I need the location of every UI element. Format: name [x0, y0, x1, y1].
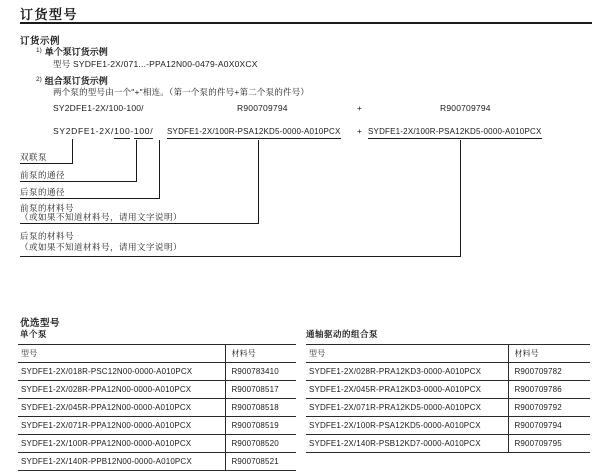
model-cell: SYDFE1-2X/071R-PRA12KD5-0000-A010PCX [306, 399, 508, 417]
callout-riser-rear-material [460, 140, 461, 257]
combo-code-front-pump: SYDFE1-2X/100R-PSA12KD5-0000-A010PCX [167, 127, 341, 139]
model-cell: SYDFE1-2X/045R-PPA12N00-0000-A010PCX [18, 399, 225, 417]
callout-note-front-material: （或如果不知道材料号，请用文字说明） [20, 212, 183, 222]
ordering-examples-heading: 订货示例 [20, 36, 61, 47]
model-cell: SYDFE1-2X/140R-PSB12KD7-0000-A010PCX [306, 435, 508, 453]
example-2-label: 组合泵订货示例 [44, 76, 108, 86]
table-row [306, 381, 590, 399]
combo-code-rear-pump: SYDFE1-2X/100R-PSA12KD5-0000-A010PCX [368, 127, 542, 139]
callout-riser-front-bore [136, 140, 137, 182]
combo-pump-table [306, 344, 590, 453]
preferred-models-heading: 优选型号 [20, 318, 61, 329]
material-cell: R900709795 [508, 435, 590, 453]
callout-line-front-material [20, 223, 259, 224]
table-header-row [18, 345, 296, 363]
material-cell: R900709794 [508, 417, 590, 435]
title-rule [20, 22, 592, 24]
material-cell: R900708517 [225, 381, 296, 399]
combo-plus-sign-1: + [357, 103, 363, 113]
model-cell: SYDFE1-2X/028R-PRA12KD3-0000-A010PCX [306, 363, 508, 381]
table-row [18, 399, 296, 417]
column-header-material: 材料号 [508, 345, 590, 363]
table-row [306, 417, 590, 435]
example-2-header [36, 76, 108, 86]
example-1-label: 单个泵订货示例 [44, 47, 108, 57]
combo-code-front-bore: 100 [114, 126, 130, 139]
material-cell: R900783410 [225, 363, 296, 381]
table-row [306, 399, 590, 417]
callout-line-front-bore [20, 181, 137, 182]
combo-model-short: SY2DFE1-2X/100-100/ [53, 103, 144, 113]
callout-riser-rear-bore [159, 140, 160, 199]
combo-material-1: R900709794 [237, 103, 288, 113]
combo-plus-sign-2: + [357, 126, 363, 136]
column-header-material: 材料号 [225, 345, 296, 363]
combo-code-rear-bore: 100/ [134, 126, 153, 139]
callout-line-rear-material [20, 256, 461, 257]
table-row [306, 435, 590, 453]
table-row [18, 453, 296, 471]
column-header-model: 型号 [306, 345, 508, 363]
model-cell: SYDFE1-2X/100R-PPA12N00-0000-A010PCX [18, 435, 225, 453]
page-title: 订货型号 [20, 7, 79, 22]
model-cell: SYDFE1-2X/018R-PSC12N00-0000-A010PCX [18, 363, 225, 381]
material-cell: R900709792 [508, 399, 590, 417]
callout-note-rear-material: （或如果不知道材料号，请用文字说明） [20, 242, 183, 252]
callout-riser-front-material [258, 140, 259, 224]
model-cell: SYDFE1-2X/045R-PRA12KD3-0000-A010PCX [306, 381, 508, 399]
callout-line-rear-bore [20, 198, 160, 199]
combo-pump-subheading: 通轴驱动的组合泵 [306, 329, 379, 339]
model-cell: SYDFE1-2X/071R-PPA12N00-0000-A010PCX [18, 417, 225, 435]
example-2-marker: 2) [36, 76, 42, 83]
callout-label-rear-bore: 后泵的通径 [20, 187, 66, 197]
callout-label-rear-material: 后泵的材料号 [20, 231, 75, 241]
material-cell: R900709786 [508, 381, 590, 399]
combo-code-dash: - [130, 126, 134, 136]
single-pump-table [18, 344, 296, 471]
example-1-header [36, 47, 108, 57]
table-row [18, 363, 296, 381]
callout-riser-double-pump [72, 139, 73, 164]
combo-code-prefix: SY2DFE1-2X/ [53, 126, 115, 136]
callout-label-double-pump: 双联泵 [20, 152, 48, 162]
example-1-marker: 1) [36, 47, 42, 54]
example-2-description: 两个泵的型号由一个"+"相连。（第一个泵的件号+第二个泵的件号） [53, 87, 310, 97]
column-header-model: 型号 [18, 345, 225, 363]
model-cell: SYDFE1-2X/100R-PSA12KD5-0000-A010PCX [306, 417, 508, 435]
material-cell: R900709782 [508, 363, 590, 381]
material-cell: R900708518 [225, 399, 296, 417]
table-header-row [306, 345, 590, 363]
combo-material-2: R900709794 [440, 103, 491, 113]
example-1-code: 型号 SYDFE1-2X/071...-PPA12N00-0479-A0X0XCX [53, 59, 258, 69]
model-cell: SYDFE1-2X/028R-PPA12N00-0000-A010PCX [18, 381, 225, 399]
combo-code-prefix-group [53, 127, 153, 137]
table-row [18, 417, 296, 435]
callout-label-front-material: 前泵的材料号 [20, 203, 75, 213]
table-row [18, 435, 296, 453]
material-cell: R900708521 [225, 453, 296, 471]
material-cell: R900708519 [225, 417, 296, 435]
material-cell: R900708520 [225, 435, 296, 453]
table-row [306, 363, 590, 381]
callout-label-front-bore: 前泵的通径 [20, 170, 66, 180]
table-row [18, 381, 296, 399]
callout-line-double-pump [20, 163, 73, 164]
single-pump-subheading: 单个泵 [20, 329, 48, 339]
model-cell: SYDFE1-2X/140R-PPB12N00-0000-A010PCX [18, 453, 225, 471]
